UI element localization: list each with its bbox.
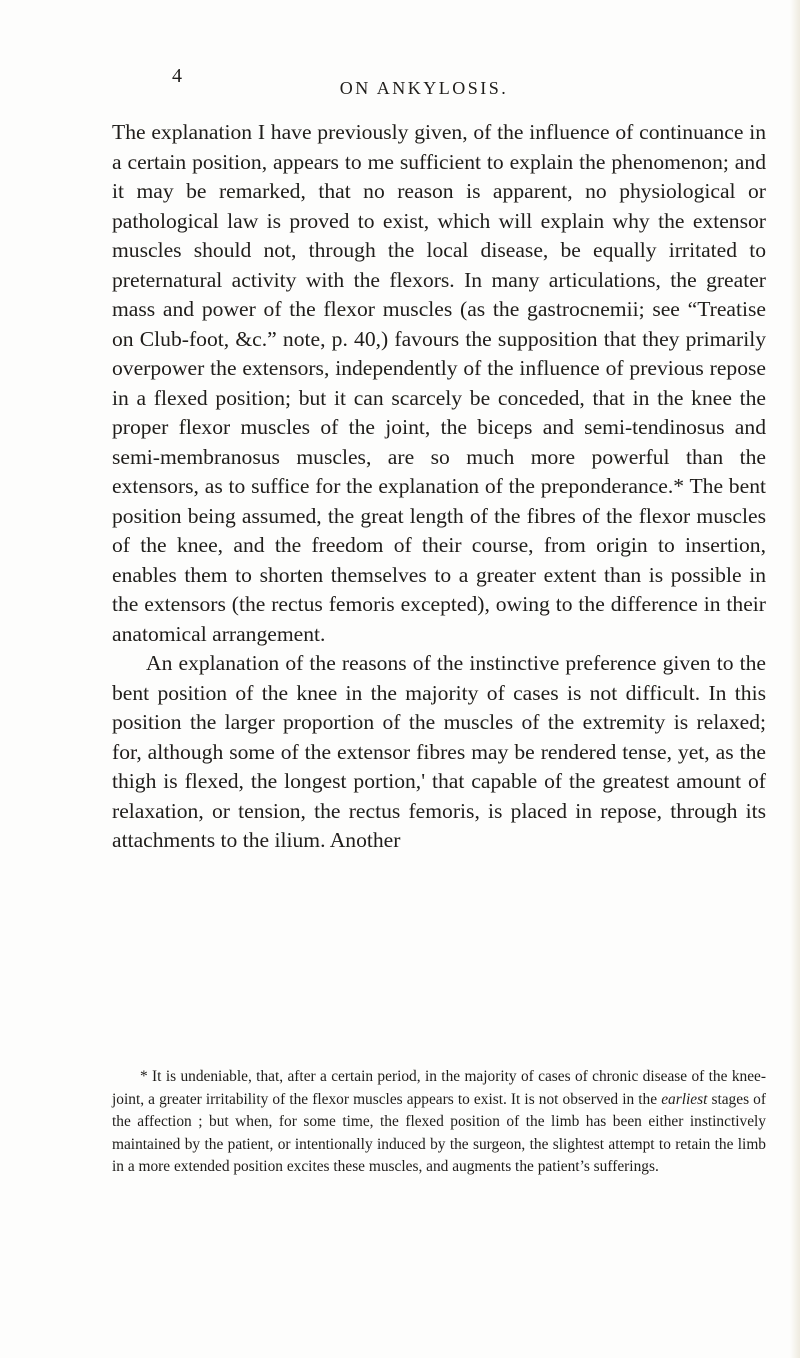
paragraph-2: An explanation of the reasons of the instinctive preference given to the bent position of the knee in the majority of cases is not difficult. In this position the larger proportion of the muscles of the extremity is relaxed; for, although some of the extensor fibres may be rendered tense, yet, as the thigh is flexed, the longest portion,' that capable of the greatest amount of relaxation, or tension, the rectus femoris, is placed in repose, through its attachments to the ilium. Another xyxy=(112,651,766,852)
paragraph-1: The explanation I have previously given, of the influence of continuance in a certain position, appears to me sufficient to explain the phenomenon; and it may be remarked, that no reason is apparent, no physiological or pathological law is proved to exist, which will explain why the extensor muscles should not, through the local disease, be equally irritated to preternatural activity with the flexors. In many articulations, the greater mass and power of the flexor muscles (as the gastrocnemii; see “Treatise on Club-foot, &c.” note, p. 40,) favours the supposition that they primarily overpower the extensors, independently of the influence of previous repose in a flexed position; but it can scarcely be conceded, that in the knee the proper flexor muscles of the joint, the biceps and semi-tendinosus and semi-membranosus muscles, are so much more powerful than the extensors, as to suffice for the explanation of the preponderance.* The bent position being assumed, the great length of the fibres of the flexor muscles of the knee, and the freedom of their course, from origin to insertion, enables them to shorten themselves to a greater extent than is possible in the extensors (the rectus femoris excepted), owing to the difference in their anatomical arrangement. xyxy=(112,120,766,646)
body-text xyxy=(112,118,766,856)
footnote xyxy=(112,1066,766,1179)
page-edge-shadow xyxy=(790,0,800,1358)
footnote-paragraph xyxy=(112,1066,766,1179)
running-head: ON ANKYLOSIS. xyxy=(339,78,509,98)
footnote-text-start: * It is undeniable, that, after a certain period, in the majority of cases of chronic disease of the knee-joint, a greater irritability of the flexor muscles appears to exist. It is not observed in the xyxy=(112,1068,766,1108)
page-number: 4 xyxy=(172,65,182,87)
footnote-text-end: stages of the affection ; but when, for some time, the flexed position of the limb has been either instinctively maintained by the patient, or intentionally induced by the surgeon, the slightest attempt to retain the limb in a more extended position excites these muscles, and augments the patient’s sufferings. xyxy=(112,1090,766,1176)
footnote-emphasis: earliest xyxy=(661,1090,708,1108)
